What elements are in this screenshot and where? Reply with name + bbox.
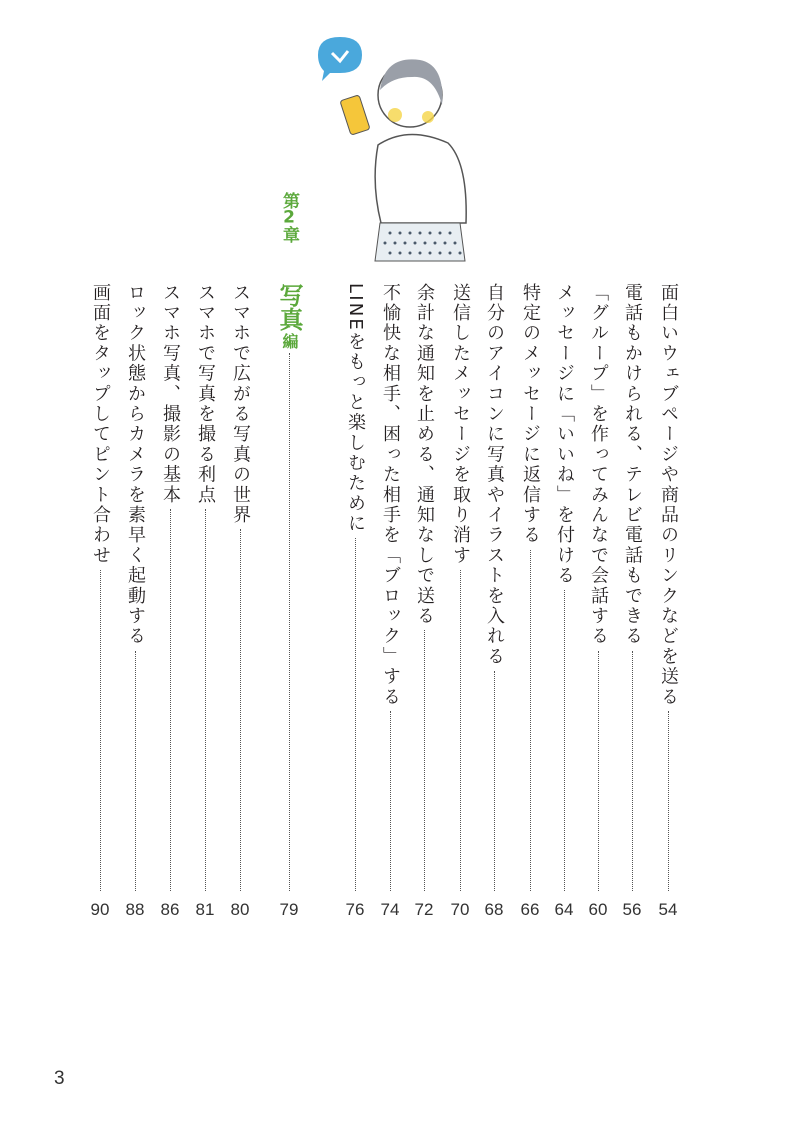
toc-entry-title: 自分のアイコンに写真やイラストを入れる: [484, 283, 505, 667]
toc-entry[interactable]: [155, 283, 185, 891]
dot-leader: [289, 353, 290, 891]
chapter-label: [274, 192, 304, 243]
toc-page-number: 74: [380, 900, 400, 919]
dot-leader: [494, 671, 495, 891]
dot-leader: [135, 651, 136, 891]
toc-entry-title: ロック状態からカメラを素早く起動する: [125, 283, 146, 647]
toc-entry-title: 「グループ」を作ってみんなで会話する: [588, 283, 609, 647]
toc-entry[interactable]: [653, 283, 683, 891]
toc-page-number: 86: [160, 900, 180, 919]
toc-entry[interactable]: [225, 283, 255, 891]
dot-leader: [390, 711, 391, 891]
folio-page-number: 3: [54, 1068, 65, 1089]
toc-entry-title: 送信したメッセージを取り消す: [450, 283, 471, 566]
toc-entry[interactable]: [617, 283, 647, 891]
toc-entry[interactable]: [445, 283, 475, 891]
toc-page-number: 66: [520, 900, 540, 919]
toc-page-number: 68: [484, 900, 504, 919]
toc-entry-title: 面白いウェブページや商品のリンクなどを送る: [658, 283, 679, 708]
toc-entry-title: スマホ写真、撮影の基本: [160, 283, 181, 506]
toc-page-number: 72: [414, 900, 434, 919]
chapter-page-number: 79: [279, 900, 299, 919]
toc-page-number: 70: [450, 900, 470, 919]
toc-entry[interactable]: [409, 283, 439, 891]
dot-leader: [564, 590, 565, 891]
toc-entry[interactable]: [549, 283, 579, 891]
toc-entry[interactable]: [375, 283, 405, 891]
chapter-number: 2: [283, 209, 295, 226]
toc-entry[interactable]: [85, 283, 115, 891]
chapter-title-entry[interactable]: [274, 283, 304, 891]
dot-leader: [100, 570, 101, 891]
toc-page-number: 88: [125, 900, 145, 919]
toc-entry[interactable]: [583, 283, 613, 891]
dot-leader: [205, 509, 206, 891]
dot-leader: [424, 630, 425, 891]
chapter-title: 写真: [275, 283, 303, 331]
chapter-prefix: 第: [279, 192, 299, 209]
toc-entry-title: メッセージに「いいね」を付ける: [554, 283, 575, 586]
toc-page-number: 64: [554, 900, 574, 919]
dot-leader: [240, 529, 241, 891]
woman-with-smartphone-illustration: [300, 35, 480, 269]
toc-entry[interactable]: [120, 283, 150, 891]
dot-leader: [355, 538, 356, 891]
chapter-title-suffix: 編: [280, 333, 299, 349]
chapter-suffix: 章: [279, 226, 299, 243]
toc-entry-title: 不愉快な相手、困った相手を「ブロック」する: [380, 283, 401, 708]
dot-leader: [668, 711, 669, 891]
toc-entry-title: スマホで写真を撮る利点: [195, 283, 216, 506]
dot-leader: [632, 651, 633, 891]
toc-entry-title: LINEをもっと楽しむために: [345, 283, 366, 534]
toc-entry[interactable]: [515, 283, 545, 891]
dot-leader: [170, 509, 171, 891]
toc-entry-title: 余計な通知を止める、通知なしで送る: [414, 283, 435, 627]
toc-page-number: 56: [622, 900, 642, 919]
toc-page-number: 80: [230, 900, 250, 919]
toc-page-number: 76: [345, 900, 365, 919]
toc-entry[interactable]: [479, 283, 509, 891]
toc-entry-title: 電話もかけられる、テレビ電話もできる: [622, 283, 643, 647]
toc-page-number: 60: [588, 900, 608, 919]
toc-entry[interactable]: [190, 283, 220, 891]
dot-leader: [598, 651, 599, 891]
toc-entry-title: 画面をタップしてピント合わせ: [90, 283, 111, 566]
toc-entry-title: スマホで広がる写真の世界: [230, 283, 251, 526]
dot-leader: [460, 570, 461, 891]
toc-page-number: 90: [90, 900, 110, 919]
toc-page-number: 81: [195, 900, 215, 919]
toc-page-number: 54: [658, 900, 678, 919]
toc-entry-title: 特定のメッセージに返信する: [520, 283, 541, 546]
dot-leader: [530, 550, 531, 891]
toc-entry[interactable]: [340, 283, 370, 891]
